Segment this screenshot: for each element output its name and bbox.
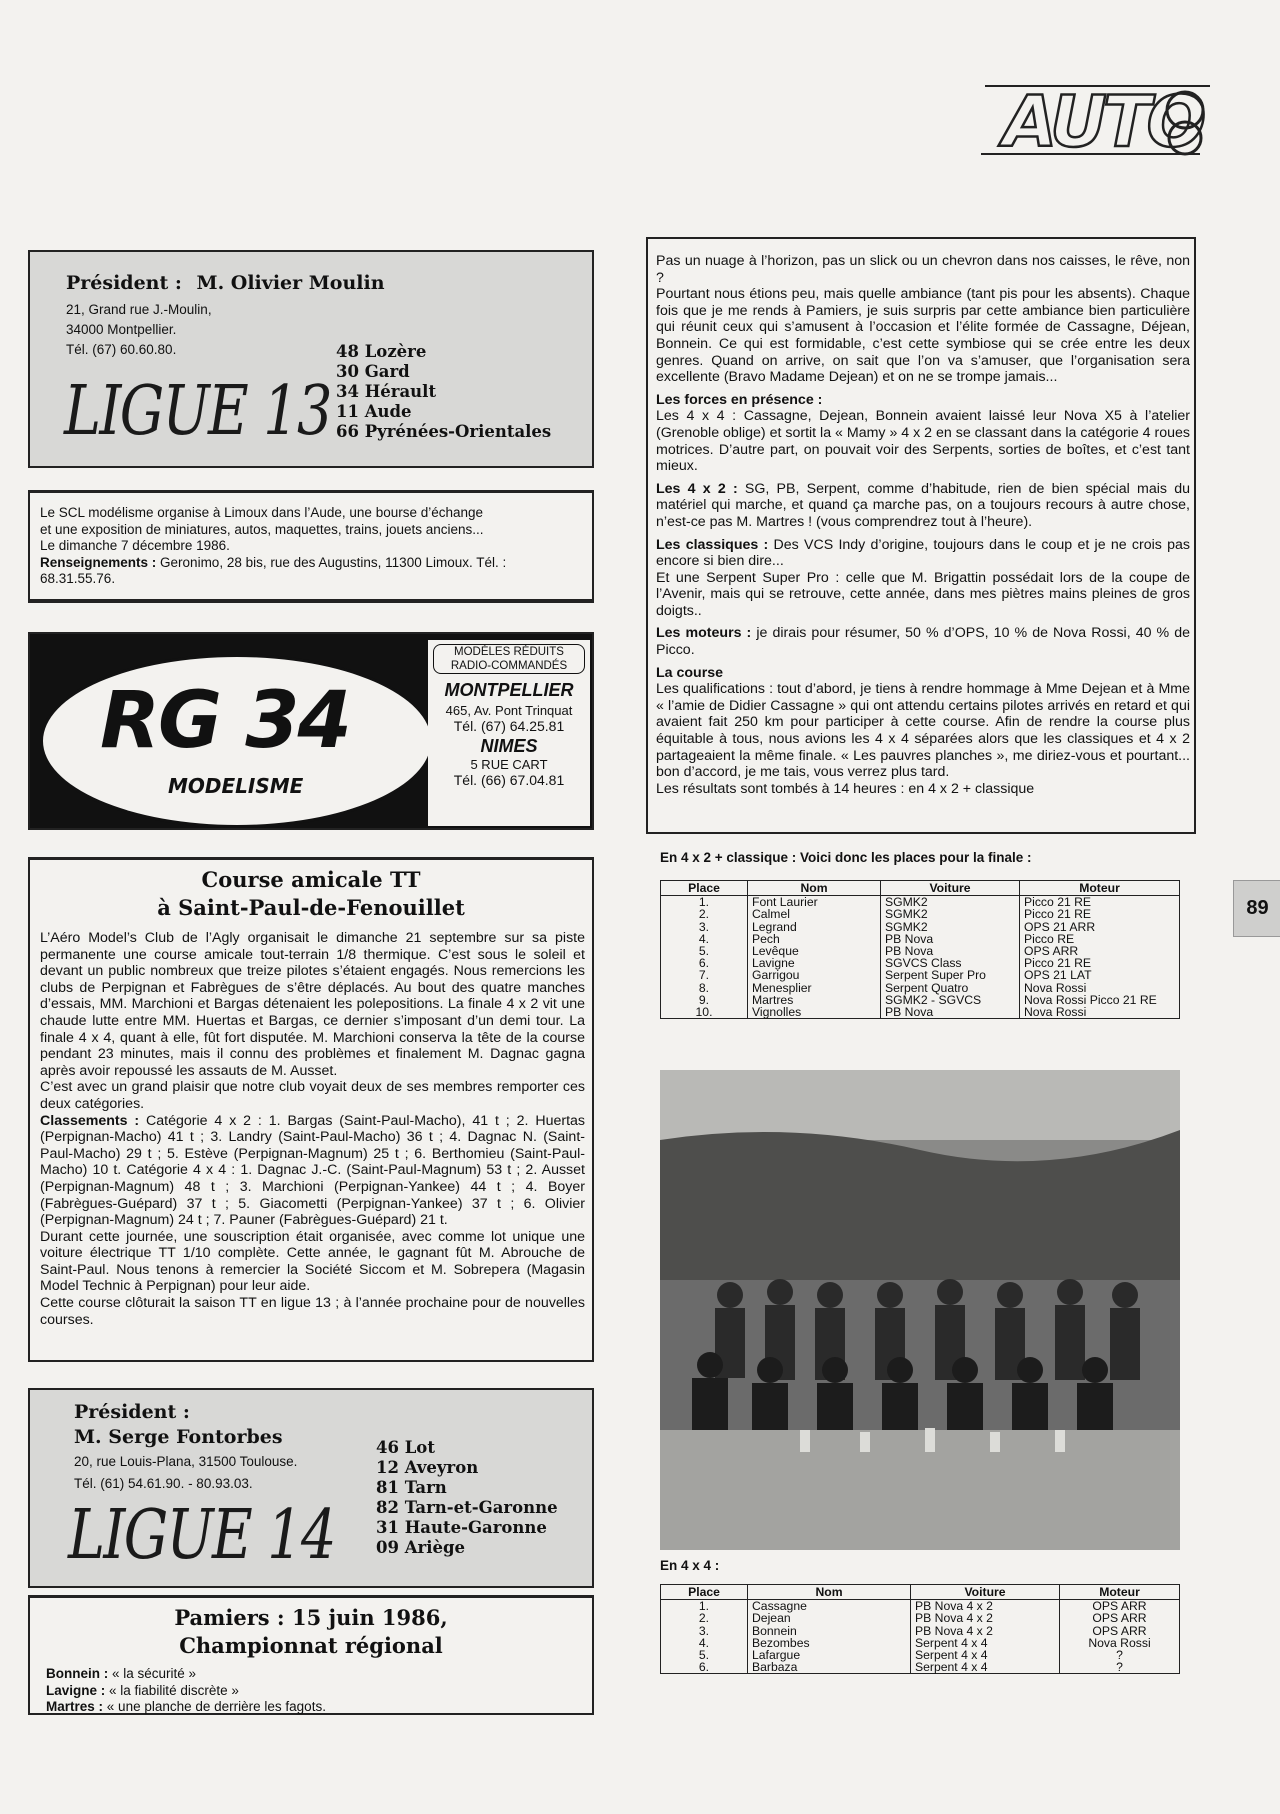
table-cell: 10. <box>661 1006 748 1019</box>
table1-caption: En 4 x 2 + classique : Voici donc les places pour la finale : <box>660 850 1032 865</box>
table-cell: Legrand <box>748 921 881 933</box>
rg34-tag: MODÈLES RÉDUITS <box>454 646 564 658</box>
table-cell: OPS ARR <box>1060 1612 1180 1624</box>
page-number: 89 <box>1233 880 1280 937</box>
table-cell: 6. <box>661 957 748 969</box>
table-cell: Serpent 4 x 4 <box>911 1649 1060 1661</box>
paragraph: Cette course clôturait la saison TT en ligue 13 ; à l’année prochaine pour de nouvelles courses. <box>40 1295 585 1328</box>
scl-line: Le dimanche 7 décembre 1986. <box>40 538 230 553</box>
department-item: 48 Lozère <box>336 342 427 361</box>
table2-wrapper <box>660 1584 1180 1674</box>
table-cell: PB Nova 4 x 2 <box>911 1612 1060 1624</box>
classements-paragraph: Classements : Catégorie 4 x 2 : 1. Bargas (Saint-Paul-Macho), 41 t ; 2. Huertas (Perpignan-Macho) 41 t ; 3. Landry (Saint-Paul-Macho) 36 t ; 4. Dagnac N. (Saint-Paul-Macho) 29 t ; 5. Estève (Perpignan-Magnum) 25 t ; 6. Berthomieu (Saint-Paul-Macho) 10 t. Catégorie 4 x 4 : 1. Dagnac J.-C. (Saint-Paul-Magnum) 53 t ; 2. Ausset (Perpignan-Magnum) 48 t ; 3. Marchioni (Perpignan-Yankee) 44 t ; 4. Boyer (Fabrègues-Guépard) 37 t ; 5. Giacometti (Perpignan-Yankee) 37 t ; 6. Olivier (Perpignan-Magnum) 24 t ; 7. Pauner (Fabrègues-Guépard) 21 t. <box>40 1112 586 1229</box>
table-row <box>661 1006 1180 1019</box>
table-cell: 7. <box>661 969 748 981</box>
table-cell: 4. <box>661 1637 748 1649</box>
column-header: Moteur <box>1020 881 1180 896</box>
rg34-city: MONTPELLIER <box>444 680 574 700</box>
course-title <box>30 866 592 922</box>
president-name: M. Serge Fontorbes <box>74 1426 283 1448</box>
table1-body <box>661 896 1180 1019</box>
table-cell: SGMK2 <box>881 921 1020 933</box>
table-cell: PB Nova 4 x 2 <box>911 1600 1060 1613</box>
scl-renseignements: Renseignements : Geronimo, 28 bis, rue des Augustins, 11300 Limoux. Tél. : <box>40 554 507 570</box>
table-row <box>661 908 1180 920</box>
table-cell: 1. <box>661 1600 748 1613</box>
table-cell: PB Nova <box>881 945 1020 957</box>
ligue13-tel: Tél. (67) 60.60.80. <box>66 342 177 357</box>
department-item: 81 Tarn <box>376 1478 447 1497</box>
course-amicale-box <box>28 857 594 1362</box>
table-cell: OPS 21 ARR <box>1020 921 1180 933</box>
table1-wrapper <box>660 880 1180 1019</box>
pamiers-title <box>30 1604 592 1660</box>
table-cell: 2. <box>661 1612 748 1624</box>
table-cell: 6. <box>661 1661 748 1674</box>
rg34-tag: RADIO-COMMANDÉS <box>450 660 568 672</box>
ligue13-president: Président : M. Olivier Moulin <box>66 272 385 294</box>
scl-line: Le SCL modélisme organise à Limoux dans l’Aude, une bourse d’échange <box>40 505 484 520</box>
table-cell: Garrigou <box>748 969 881 981</box>
paragraph: Les 4 x 4 : Cassagne, Dejean, Bonnein avaient laissé leur Nova X5 à l’atelier (Grenoble oblige) et sortit la « Mamy » 4 x 2 en se classant dans la catégorie 4 roues motrices. D’autre part, on pouvait voir des Serpents, sorties de boîtes, et c’est tant mieux. <box>656 408 1190 475</box>
ligue14-box <box>28 1388 594 1588</box>
scl-notice <box>28 490 594 603</box>
paragraph: Durant cette journée, une souscription était organisée, avec comme lot unique une voiture électrique TT 1/10 complète. Cette année, le gagnant fût M. Abrouche de Saint-Paul. Nous tenons à remercier la Société Siccom et M. Sobrepera (Magasin Model Technic à Perpignan) pour leur aide. <box>40 1228 585 1295</box>
table-row <box>661 969 1180 981</box>
table-cell: Martres <box>748 994 881 1006</box>
department-item: 30 Gard <box>336 362 410 381</box>
rg34-address: 5 RUE CART <box>470 757 548 772</box>
department-item: 11 Aude <box>336 402 412 421</box>
course-title-line: à Saint-Paul-de-Fenouillet <box>157 895 465 920</box>
table-cell: OPS ARR <box>1060 1600 1180 1613</box>
column-header: Nom <box>748 1585 911 1600</box>
table-cell: OPS 21 LAT <box>1020 969 1180 981</box>
scl-line: et une exposition de miniatures, autos, maquettes, trains, jouets anciens... <box>40 521 484 537</box>
table-cell: Lafargue <box>748 1649 911 1661</box>
table-cell: Barbaza <box>748 1661 911 1674</box>
table-cell: ? <box>1060 1661 1180 1674</box>
table-cell: Menesplier <box>748 982 881 994</box>
table-cell: Serpent Quatro <box>881 982 1020 994</box>
pamiers-box <box>28 1595 594 1715</box>
department-item: 31 Haute-Garonne <box>376 1518 547 1537</box>
table-cell: SGMK2 <box>881 908 1020 920</box>
pamiers-title-line: Pamiers : 15 juin 1986, <box>174 1605 448 1630</box>
ligue14-departments <box>376 1438 558 1558</box>
ligue14-address: 20, rue Louis-Plana, 31500 Toulouse. <box>74 1454 298 1469</box>
table-cell: PB Nova <box>881 1006 1020 1019</box>
article-body <box>656 253 1190 797</box>
table-cell: 3. <box>661 921 748 933</box>
table-cell: SGMK2 <box>881 896 1020 909</box>
rg34-subtitle: MODELISME <box>168 774 304 798</box>
rg34-contact <box>428 640 590 826</box>
table-cell: Pech <box>748 933 881 945</box>
table-cell: Calmel <box>748 908 881 920</box>
ligue14-title: LIGUE 14 <box>68 1496 335 1575</box>
table-row <box>661 1612 1180 1624</box>
table-cell: Nova Rossi <box>1020 982 1180 994</box>
paragraph: Pas un nuage à l’horizon, pas un slick ou un chevron dans nos caisses, le rêve, non ? <box>656 253 1190 286</box>
department-item: 46 Lot <box>376 1438 435 1457</box>
column-header: Place <box>661 881 748 896</box>
table-cell: Lavigne <box>748 957 881 969</box>
department-item: 82 Tarn-et-Garonne <box>376 1498 558 1517</box>
ligue13-box <box>28 250 594 468</box>
paragraph: Les résultats sont tombés à 14 heures : en 4 x 2 + classique <box>656 780 1035 797</box>
table-cell: Picco 21 RE <box>1020 908 1180 920</box>
table-cell: 4. <box>661 933 748 945</box>
paragraph: Et une Serpent Super Pro : celle que M. Brigattin possédait lors de la coupe de l’Avenir, mais qui se retrouve, cette année, dans mes piètres mains pleines de gros doigts.. <box>656 569 1190 619</box>
rg34-tel: Tél. (67) 64.25.81 <box>453 718 565 734</box>
section-heading: La course <box>656 664 724 681</box>
table-cell: Serpent 4 x 4 <box>911 1637 1060 1649</box>
ligue13-address1: 21, Grand rue J.-Moulin, <box>66 302 212 317</box>
rg34-logo: RG 34 <box>100 676 350 766</box>
auto8-logo <box>975 80 1210 160</box>
table-cell: PB Nova 4 x 2 <box>911 1625 1060 1637</box>
table-cell: Picco RE <box>1020 933 1180 945</box>
article-box <box>646 237 1196 834</box>
table-cell: Serpent 4 x 4 <box>911 1661 1060 1674</box>
column-header: Voiture <box>881 881 1020 896</box>
table-cell: 5. <box>661 945 748 957</box>
table-cell: 9. <box>661 994 748 1006</box>
ligue13-address2: 34000 Montpellier. <box>66 322 177 337</box>
paragraph: Les qualifications : tout d’abord, je tiens à rendre hommage à Mme Dejean et à Mme « l’amie de Didier Cassagne » qui ont attendu certains pilotes arrivés en retard et qui avaient fait 250 km pour participer à cette course. Afin de rendre la course plus équitable à tous, nous avions les 4 x 4 séparées alors que les classiques et 4 x 2 partageaient la même finale. « Les pauvres planches », me diriez-vous et pourtant... bon d’accord, je me tais, vous verrez plus tard. <box>656 681 1190 781</box>
section-heading: Les forces en présence : <box>656 391 823 408</box>
department-item: 66 Pyrénées-Orientales <box>336 422 552 441</box>
department-item: 09 Ariège <box>376 1538 466 1557</box>
paragraph: Pourtant nous étions peu, mais quelle ambiance (tant pis pour les absents). Chaque fois que je me rends à Pamiers, je suis surpris par cette ambiance bien particulière qui réunit ceux qui s’amusent à l’occasion et l’élite formée de Cassagne, Déjean, Bonnein. Ce qui est formidable, c’est cette symbiose qui se crée entre les deux genres. Quand on arrive, on sait que l’on va s’amuser, que l’organisation sera excellente (Bravo Madame Dejean) et on ne se trompe jamais... <box>656 286 1190 386</box>
rg34-tel: Tél. (66) 67.04.81 <box>453 772 565 788</box>
table-cell: Bonnein <box>748 1625 911 1637</box>
svg-text:AUTO: AUTO <box>1003 81 1203 160</box>
table-cell: Nova Rossi <box>1020 1006 1180 1019</box>
results-table-4x4 <box>660 1584 1180 1674</box>
quote-line: Martres : « une planche de derrière les fagots. <box>46 1699 326 1714</box>
course-body <box>40 930 585 1328</box>
table-cell: Levêque <box>748 945 881 957</box>
department-item: 34 Hérault <box>336 382 437 401</box>
rg34-city: NIMES <box>480 736 538 756</box>
table-cell: OPS ARR <box>1020 945 1180 957</box>
table-cell: Serpent Super Pro <box>881 969 1020 981</box>
paragraph: Les 4 x 2 : SG, PB, Serpent, comme d’habitude, rien de bien spécial mais du matériel qui marche, et quand ça marche pas, on a toujours recours à autre chose, n’est-ce pas M. Martres ! (vous comprendrez tout à l’heure). <box>656 480 1190 530</box>
quote-line: Bonnein : « la sécurité » <box>46 1666 197 1681</box>
paragraph: Les moteurs : je dirais pour résumer, 50 % d’OPS, 10 % de Nova Rossi, 40 % de Picco. <box>656 625 1191 659</box>
column-header: Moteur <box>1060 1585 1180 1600</box>
table-cell: ? <box>1060 1649 1180 1661</box>
rg34-address: 465, Av. Pont Trinquat <box>445 703 573 718</box>
rg34-ad <box>28 632 594 830</box>
table-cell: 1. <box>661 896 748 909</box>
column-header: Voiture <box>911 1585 1060 1600</box>
table2-caption: En 4 x 4 : <box>660 1558 720 1573</box>
table-row <box>661 921 1180 933</box>
table-row <box>661 982 1180 994</box>
paragraph: C’est avec un grand plaisir que notre club voyait deux de ses membres remporter ces deux catégories. <box>40 1079 585 1112</box>
table2-body <box>661 1600 1180 1674</box>
column-header: Place <box>661 1585 748 1600</box>
table-cell: Nova Rossi <box>1060 1637 1180 1649</box>
table-cell: Nova Rossi Picco 21 RE <box>1020 994 1180 1006</box>
table-cell: 8. <box>661 982 748 994</box>
table-cell: Cassagne <box>748 1600 911 1613</box>
table-cell: Picco 21 RE <box>1020 896 1180 909</box>
ligue13-departments <box>336 342 551 442</box>
table-row <box>661 1625 1180 1637</box>
group-photo <box>660 1070 1180 1550</box>
paragraph: L’Aéro Model’s Club de l’Agly organisait le dimanche 21 septembre sur sa piste permanente une course amicale tout-terrain 1/8 thermique. C’est sous le soleil et devant un public nombreux que treize pilotes s’étaient engagés. Nous remercions les clubs de Perpignan et Fabrègues de s’être déplacés. Au bout des quatre manches d’essais, MM. Marchioni et Bargas détenaient les polepositions. La finale 4 x 2 vit une chaude lutte entre MM. Huertas et Bargas, ce dernier s’imposant d’un demi tour. La finale 4 x 4, quant à elle, fût fort disputée. M. Marchioni conserva la tête de la course pendant 23 minutes, mais il connu des problèmes et finalement M. Dagnac gagna après avoir repoussé les assauts de M. Ausset. <box>40 930 585 1079</box>
president-label: Président : <box>74 1401 190 1423</box>
column-header: Nom <box>748 881 881 896</box>
table-cell: PB Nova <box>881 933 1020 945</box>
table-cell: SGMK2 - SGVCS <box>881 994 1020 1006</box>
table-cell: 3. <box>661 1625 748 1637</box>
table-row <box>661 1661 1180 1674</box>
table-cell: 2. <box>661 908 748 920</box>
table-cell: Dejean <box>748 1612 911 1624</box>
ligue14-tel: Tél. (61) 54.61.90. - 80.93.03. <box>74 1476 253 1491</box>
quote-line: Lavigne : « la fiabilité discrète » <box>46 1682 239 1698</box>
table-cell: SGVCS Class <box>881 957 1020 969</box>
table-cell: 5. <box>661 1649 748 1661</box>
table-cell: Vignolles <box>748 1006 881 1019</box>
table-cell: Bezombes <box>748 1637 911 1649</box>
table-cell: Font Laurier <box>748 896 881 909</box>
table-cell: Picco 21 RE <box>1020 957 1180 969</box>
ligue13-title: LIGUE 13 <box>64 372 331 451</box>
logo-text: AUTO8 <box>975 80 979 81</box>
department-item: 12 Aveyron <box>376 1458 479 1477</box>
table-cell: OPS ARR <box>1060 1625 1180 1637</box>
scl-tel: 68.31.55.76. <box>40 571 116 586</box>
paragraph: Les classiques : Des VCS Indy d’origine, toujours dans le coup et je ne crois pas encore si bien dire... <box>656 536 1190 570</box>
ligue14-president <box>74 1400 283 1450</box>
course-title-line: Course amicale TT <box>201 867 421 892</box>
pamiers-quotes <box>46 1666 326 1716</box>
results-table-4x2 <box>660 880 1180 1019</box>
pamiers-title-line: Championnat régional <box>179 1633 443 1658</box>
